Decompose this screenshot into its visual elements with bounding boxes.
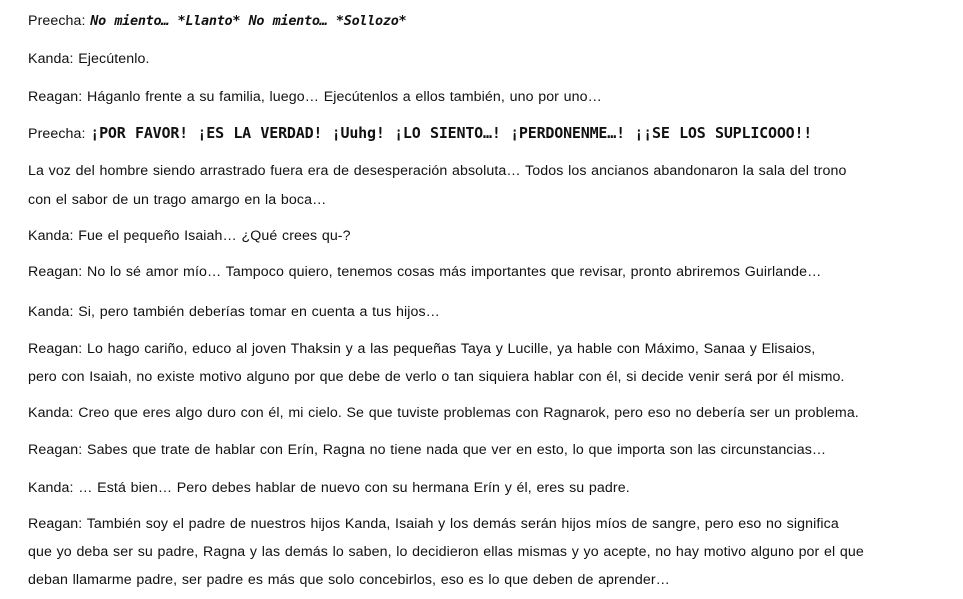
dialogue-line <box>28 441 826 459</box>
dialogue-text: Ejecútenlo. <box>78 51 150 67</box>
dialogue-continuation: que yo deba ser su padre, Ragna y las demás lo saben, lo decidieron ellas mismas y yo acepte, no hay motivo alguno por el que <box>28 544 864 560</box>
speaker-label: Reagan: <box>28 264 83 280</box>
speaker-label: Kanda: <box>28 480 74 496</box>
dialogue-text: Lo hago cariño, educo al joven Thaksin y a las pequeñas Taya y Lucille, ya hable con Máximo, Sanaa y Elisaios, <box>87 341 816 357</box>
speaker-label: Preecha: <box>28 126 86 142</box>
speaker-label: Reagan: <box>28 89 83 105</box>
speaker-label: Reagan: <box>28 516 83 532</box>
speaker-label: Kanda: <box>28 51 74 67</box>
handwritten-text: No miento… *Llanto* No miento… *Sollozo* <box>90 13 407 29</box>
dialogue-line <box>28 404 859 422</box>
narration-line: La voz del hombre siendo arrastrado fuera era de desesperación absoluta… Todos los ancianos abandonaron la sala del trono <box>28 163 847 179</box>
dialogue-text: Si, pero también deberías tomar en cuenta a tus hijos… <box>78 304 440 320</box>
speaker-label: Preecha: <box>28 13 86 29</box>
dialogue-line <box>28 263 821 281</box>
dialogue-text: Háganlo frente a su familia, luego… Ejecútenlos a ellos también, uno por uno… <box>87 89 602 105</box>
handwritten-shout-text: ¡POR FAVOR! ¡ES LA VERDAD! ¡Uuhg! ¡LO SIENTO…! ¡PERDONENME…! ¡¡SE LOS SUPLICOOO!! <box>90 124 813 142</box>
dialogue-line <box>28 303 440 321</box>
dialogue-continuation: deban llamarme padre, ser padre es más que solo concebirlos, eso es lo que deben de aprender… <box>28 572 670 588</box>
speaker-label: Kanda: <box>28 405 74 421</box>
dialogue-line <box>28 124 812 143</box>
speaker-label: Reagan: <box>28 341 83 357</box>
speaker-label: Kanda: <box>28 304 74 320</box>
dialogue-text: No lo sé amor mío… Tampoco quiero, tenemos cosas más importantes que revisar, pronto abriremos Guirlande… <box>87 264 822 280</box>
dialogue-continuation: pero con Isaiah, no existe motivo alguno por que debe de verlo o tan siquiera hablar con él, si decide venir será por él mismo. <box>28 369 845 385</box>
dialogue-line <box>28 515 839 533</box>
dialogue-text: También soy el padre de nuestros hijos Kanda, Isaiah y los demás serán hijos míos de sangre, pero eso no significa <box>86 516 839 532</box>
dialogue-text: Fue el pequeño Isaiah… ¿Qué crees qu-? <box>78 228 351 244</box>
dialogue-line <box>28 88 602 106</box>
dialogue-line <box>28 340 815 358</box>
dialogue-text: Creo que eres algo duro con él, mi cielo. Se que tuviste problemas con Ragnarok, pero eso no debería ser un problema. <box>78 405 859 421</box>
dialogue-line <box>28 12 406 30</box>
dialogue-text: Sabes que trate de hablar con Erín, Ragna no tiene nada que ver en esto, lo que importa son las circunstancias… <box>87 442 827 458</box>
narration-line: con el sabor de un trago amargo en la boca… <box>28 192 327 208</box>
dialogue-text: … Está bien… Pero debes hablar de nuevo con su hermana Erín y él, eres su padre. <box>78 480 630 496</box>
dialogue-line <box>28 479 630 497</box>
dialogue-line <box>28 50 150 68</box>
speaker-label: Reagan: <box>28 442 83 458</box>
speaker-label: Kanda: <box>28 228 74 244</box>
dialogue-line <box>28 227 351 245</box>
